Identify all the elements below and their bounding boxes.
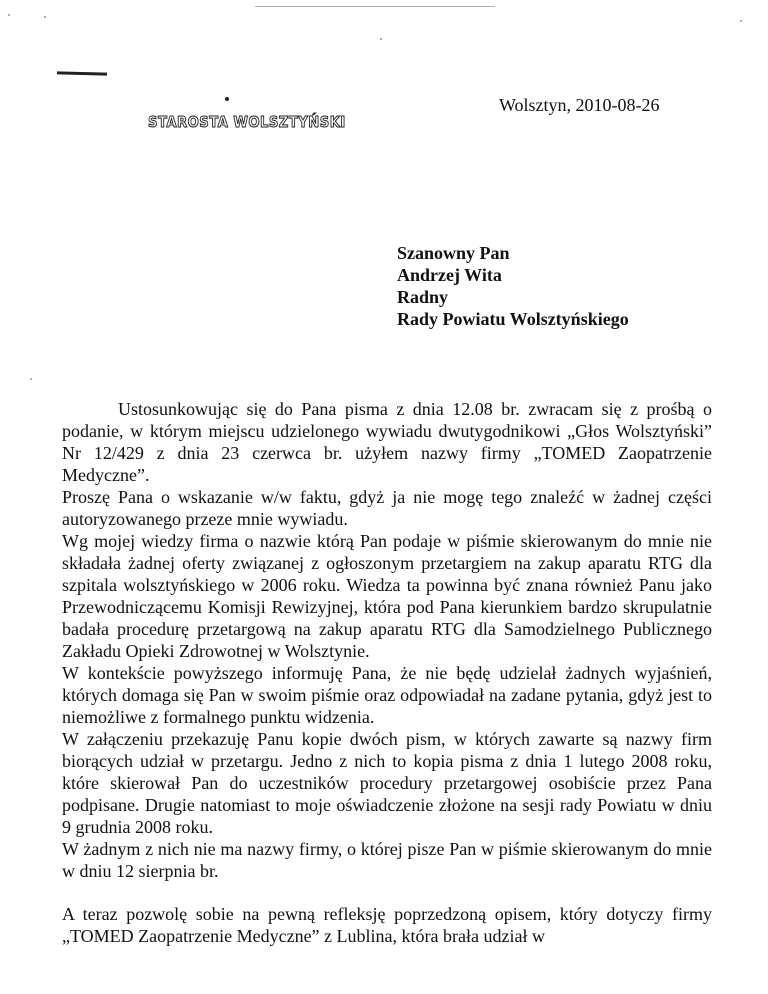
scan-artifact-line	[255, 6, 495, 7]
scan-artifact-dash	[57, 71, 107, 75]
scan-speck	[380, 38, 382, 40]
scan-speck	[44, 16, 46, 18]
addressee-block	[397, 242, 629, 330]
place-date: Wolsztyn, 2010-08-26	[499, 95, 660, 115]
issuer-stamp: STAROSTA WOLSZTYŃSKI	[148, 113, 346, 131]
addressee-role: Radny	[397, 287, 449, 307]
addressee-salutation: Szanowny Pan	[397, 243, 510, 263]
scan-speck	[30, 378, 32, 380]
paragraph: Wg mojej wiedzy firma o nazwie którą Pan podaje w piśmie skierowanym do mnie nie składała żadnej oferty związanej z ogłoszonym przetargiem na zakup aparatu RTG dla szpitala wolsztyńskiego w 2006 roku. Wiedza ta powinna być znana również Panu jako Przewodniczącemu Komisji Rewizyjnej, która pod Pana kierunkiem bardzo skrupulatnie badała procedurę przetargową na zakup aparatu RTG dla Samodzielnego Publicznego Zakładu Opieki Zdrowotnej w Wolsztynie.	[62, 531, 712, 661]
scan-speck	[740, 20, 742, 22]
letter-body	[62, 398, 712, 947]
paragraph: W żadnym z nich nie ma nazwy firmy, o której pisze Pan w piśmie skierowanym do mnie w dniu 12 sierpnia br.	[62, 839, 712, 881]
addressee-institution: Rady Powiatu Wolsztyńskiego	[397, 309, 629, 329]
addressee-name: Andrzej Wita	[397, 265, 502, 285]
paragraph: Ustosunkowując się do Pana pisma z dnia 12.08 br. zwracam się z prośbą o podanie, w którym miejscu udzielonego wywiadu dwutygodnikowi „Głos Wolsztyński” Nr 12/429 z dnia 23 czerwca br. użyłem nazwy firmy „TOMED Zaopatrzenie Medyczne”.	[62, 399, 712, 485]
paragraph: A teraz pozwolę sobie na pewną refleksję poprzedzoną opisem, który dotyczy firmy „TOMED Zaopatrzenie Medyczne” z Lublina, która brała udział w	[62, 904, 712, 946]
paragraph: W załączeniu przekazuję Panu kopie dwóch pism, w których zawarte są nazwy firm biorących udział w przetargu. Jedno z nich to kopia pisma z dnia 1 lutego 2008 roku, które skierował Pan do uczestników procedury przetargowej osobiście przez Pana podpisane. Drugie natomiast to moje oświadczenie złożone na sesji rady Powiatu w dniu 9 grudnia 2008 roku.	[62, 729, 712, 837]
paragraph: Proszę Pana o wskazanie w/w faktu, gdyż ja nie mogę tego znaleźć w żadnej części autoryzowanego przeze mnie wywiadu.	[62, 487, 712, 529]
scan-speck	[8, 14, 10, 16]
paragraph: W kontekście powyższego informuję Pana, że nie będę udzielał żadnych wyjaśnień, których domaga się Pan w swoim piśmie oraz odpowiadał na zadane pytania, gdyż jest to niemożliwe z formalnego punktu widzenia.	[62, 663, 712, 727]
scan-artifact-dot	[225, 97, 229, 101]
